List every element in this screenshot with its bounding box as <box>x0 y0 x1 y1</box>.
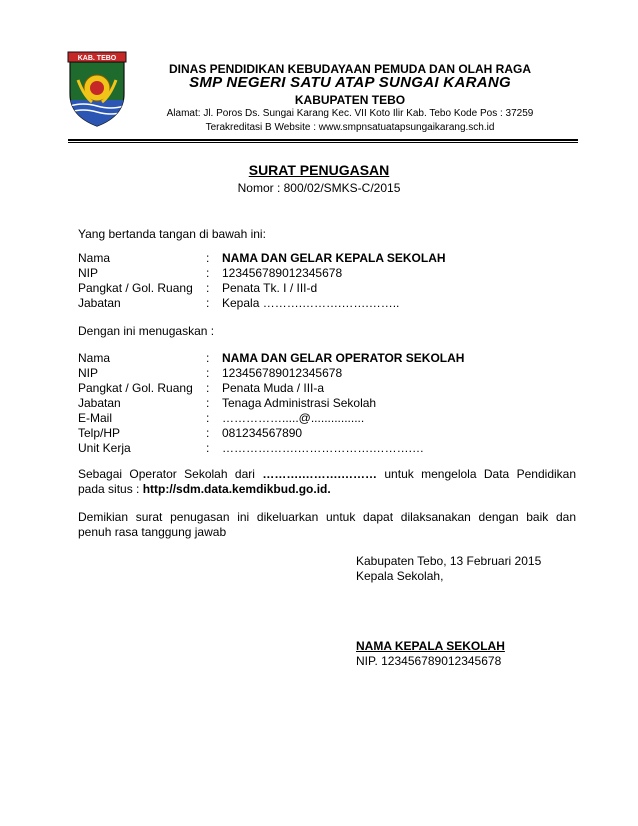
assignee-value-unit: ……………….……………….……….… <box>222 441 425 455</box>
body-paragraph-1-line-1: Sebagai Operator Sekolah dari ……….……….……… untuk mengelola Data Pendidikan <box>78 467 576 481</box>
signer-label-rank: Pangkat / Gol. Ruang <box>78 281 193 295</box>
assignee-label-unit: Unit Kerja <box>78 441 131 455</box>
signer-colon: : <box>206 296 210 310</box>
assignee-label-email: E-Mail <box>78 411 113 425</box>
assign-intro-text: Dengan ini menugaskan : <box>78 324 215 338</box>
signer-value-nip: 123456789012345678 <box>222 266 343 280</box>
signer-position: Kepala Sekolah, <box>356 569 444 583</box>
signer-name: NAMA KEPALA SEKOLAH <box>356 639 505 653</box>
signer-label-name: Nama <box>78 251 111 265</box>
assignee-label-position: Jabatan <box>78 396 121 410</box>
assignee-value-phone: 081234567890 <box>222 426 303 440</box>
letter-title: SURAT PENUGASAN <box>248 162 390 178</box>
header-divider-thin <box>68 142 578 143</box>
header-regency: KABUPATEN TEBO <box>294 93 406 107</box>
svg-text:KAB. TEBO: KAB. TEBO <box>77 55 117 62</box>
letter-number: Nomor : 800/02/SMKS-C/2015 <box>237 181 401 195</box>
signer-nip: NIP. 123456789012345678 <box>356 654 502 668</box>
assignee-value-nip: 123456789012345678 <box>222 366 343 380</box>
assignee-value-rank: Penata Muda / III-a <box>222 381 325 395</box>
signer-colon: : <box>206 281 210 295</box>
assignee-colon: : <box>206 411 210 425</box>
assignee-colon: : <box>206 396 210 410</box>
header-divider <box>68 139 578 141</box>
signer-label-position: Jabatan <box>78 296 121 310</box>
header-address: Alamat: Jl. Poros Ds. Sungai Karang Kec. VII Koto Ilir Kab. Tebo Kode Pos : 37259 <box>166 108 534 119</box>
assignee-label-name: Nama <box>78 351 111 365</box>
assignee-label-phone: Telp/HP <box>78 426 121 440</box>
assignee-colon: : <box>206 366 210 380</box>
assignee-colon: : <box>206 381 210 395</box>
body-paragraph-2-line-2: penuh rasa tanggung jawab <box>78 525 227 539</box>
regency-logo <box>66 50 128 128</box>
header-school-name: SMP NEGERI SATU ATAP SUNGAI KARANG <box>189 74 511 91</box>
signer-value-rank: Penata Tk. I / III-d <box>222 281 318 295</box>
body-paragraph-2-line-1: Demikian surat penugasan ini dikeluarkan untuk dapat dilaksanakan dengan baik dan <box>78 510 576 524</box>
signer-colon: : <box>206 251 210 265</box>
place-date: Kabupaten Tebo, 13 Februari 2015 <box>356 554 542 568</box>
header-accreditation: Terakreditasi B Website : www.smpnsatuatapsungaikarang.sch.id <box>205 122 495 133</box>
assignee-label-nip: NIP <box>78 366 99 380</box>
assignee-value-position: Tenaga Administrasi Sekolah <box>222 396 377 410</box>
assignee-colon: : <box>206 426 210 440</box>
signer-label-nip: NIP <box>78 266 99 280</box>
assignee-value-name: NAMA DAN GELAR OPERATOR SEKOLAH <box>222 351 465 365</box>
assignee-label-rank: Pangkat / Gol. Ruang <box>78 381 193 395</box>
body-paragraph-1-line-2: pada situs : http://sdm.data.kemdikbud.go.id. <box>78 482 331 496</box>
assignee-colon: : <box>206 351 210 365</box>
intro-text: Yang bertanda tangan di bawah ini: <box>78 227 266 241</box>
header-department: DINAS PENDIDIKAN KEBUDAYAAN PEMUDA DAN OLAH RAGA <box>168 62 532 76</box>
assignment-url: http://sdm.data.kemdikbud.go.id. <box>142 482 331 496</box>
assignee-colon: : <box>206 441 210 455</box>
signer-value-position: Kepala ……….……….…….…….. <box>222 296 400 310</box>
signer-value-name: NAMA DAN GELAR KEPALA SEKOLAH <box>222 251 446 265</box>
assignee-value-email: …………….....@................ <box>222 411 365 425</box>
signer-colon: : <box>206 266 210 280</box>
